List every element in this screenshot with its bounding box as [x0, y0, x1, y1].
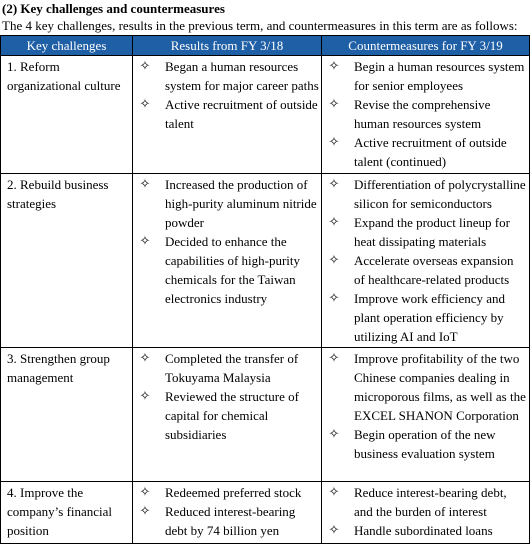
results-cell	[133, 348, 322, 482]
list-item-text: Begin a human resources system for senior employees	[354, 59, 525, 93]
list-item-text: Reduced interest-bearing debt by 74 billion yen	[165, 504, 296, 538]
challenge-cell: 4. Improve the company’s financial position	[1, 482, 133, 544]
diamond-outline-icon: ✧	[139, 234, 151, 249]
list-item-text: Completed the transfer of Tokuyama Malaysia	[165, 351, 299, 385]
table-row	[1, 174, 530, 348]
table-header-row	[1, 36, 530, 56]
list-item-text: Decided to enhance the capabilities of high-purity chemicals for the Taiwan electronics industry	[165, 234, 301, 306]
list-item	[137, 502, 319, 540]
countermeasures-list	[326, 349, 527, 463]
table-row	[1, 56, 530, 174]
list-item-text: Differentiation of polycrystalline silicon for semiconductors	[354, 177, 526, 211]
list-item	[326, 349, 527, 425]
diamond-outline-icon: ✧	[139, 351, 151, 366]
list-item-text: Active recruitment of outside talent (continued)	[354, 135, 507, 169]
diamond-outline-icon: ✧	[328, 135, 340, 150]
list-item-text: Reduce interest-bearing debt, and the burden of interest	[354, 485, 507, 519]
list-item	[326, 521, 527, 540]
list-item-text: Revise the comprehensive human resources system	[354, 97, 491, 131]
list-item	[137, 349, 319, 387]
diamond-outline-icon: ✧	[328, 253, 340, 268]
diamond-outline-icon: ✧	[328, 351, 340, 366]
table-row	[1, 348, 530, 482]
list-item-text: Expand the product lineup for heat dissipating materials	[354, 215, 510, 249]
countermeasures-cell	[322, 348, 530, 482]
list-item	[326, 425, 527, 463]
list-item-text: Active recruitment of outside talent	[165, 97, 318, 131]
results-cell	[133, 174, 322, 348]
list-item-text: Began a human resources system for major career paths	[165, 59, 319, 93]
list-item	[326, 483, 527, 521]
list-item	[137, 387, 319, 444]
countermeasures-cell	[322, 482, 530, 544]
diamond-outline-icon: ✧	[328, 97, 340, 112]
diamond-outline-icon: ✧	[328, 177, 340, 192]
list-item-text: Reviewed the structure of capital for chemical subsidiaries	[165, 389, 299, 442]
countermeasures-list	[326, 175, 527, 346]
header-key-challenges: Key challenges	[1, 36, 133, 56]
list-item-text: Increased the production of high-purity aluminum nitride powder	[165, 177, 317, 230]
header-results: Results from FY 3/18	[133, 36, 322, 56]
list-item	[326, 289, 527, 346]
diamond-outline-icon: ✧	[139, 389, 151, 404]
list-item-text: Begin operation of the new business evaluation system	[354, 427, 496, 461]
diamond-outline-icon: ✧	[328, 427, 340, 442]
section-heading: (2) Key challenges and countermeasures	[2, 1, 225, 16]
list-item	[326, 251, 527, 289]
diamond-outline-icon: ✧	[139, 177, 151, 192]
results-cell	[133, 56, 322, 174]
list-item	[137, 95, 319, 133]
list-item	[326, 213, 527, 251]
list-item-text: Handle subordinated loans	[354, 523, 493, 538]
list-item	[326, 95, 527, 133]
diamond-outline-icon: ✧	[139, 504, 151, 519]
intro-text: The 4 key challenges, results in the previous term, and countermeasures in this term are as follows:	[2, 18, 518, 33]
challenges-table	[0, 35, 530, 544]
list-item-text: Redeemed preferred stock	[165, 485, 302, 500]
diamond-outline-icon: ✧	[328, 59, 340, 74]
list-item	[326, 175, 527, 213]
diamond-outline-icon: ✧	[328, 523, 340, 538]
diamond-outline-icon: ✧	[139, 485, 151, 500]
table-row	[1, 482, 530, 544]
list-item	[137, 57, 319, 95]
list-item	[137, 483, 319, 502]
diamond-outline-icon: ✧	[328, 485, 340, 500]
diamond-outline-icon: ✧	[139, 59, 151, 74]
diamond-outline-icon: ✧	[328, 291, 340, 306]
countermeasures-cell	[322, 174, 530, 348]
header-countermeasures: Countermeasures for FY 3/19	[322, 36, 530, 56]
list-item	[326, 57, 527, 95]
countermeasures-list	[326, 57, 527, 171]
results-list	[137, 175, 319, 308]
countermeasures-cell	[322, 56, 530, 174]
list-item	[137, 232, 319, 308]
challenge-cell: 2. Rebuild business strategies	[1, 174, 133, 348]
challenge-cell: 3. Strengthen group management	[1, 348, 133, 482]
diamond-outline-icon: ✧	[139, 97, 151, 112]
list-item	[326, 133, 527, 171]
list-item-text: Improve work efficiency and plant operation efficiency by utilizing AI and IoT	[354, 291, 506, 344]
results-list	[137, 483, 319, 540]
diamond-outline-icon: ✧	[328, 215, 340, 230]
countermeasures-list	[326, 483, 527, 540]
list-item-text: Improve profitability of the two Chinese companies dealing in microporous films, as well as the EXCEL SHANON Corporation	[354, 351, 526, 423]
results-list	[137, 57, 319, 133]
list-item	[137, 175, 319, 232]
results-cell	[133, 482, 322, 544]
results-list	[137, 349, 319, 444]
challenge-cell: 1. Reform organizational culture	[1, 56, 133, 174]
list-item-text: Accelerate overseas expansion of healthcare-related products	[354, 253, 514, 287]
